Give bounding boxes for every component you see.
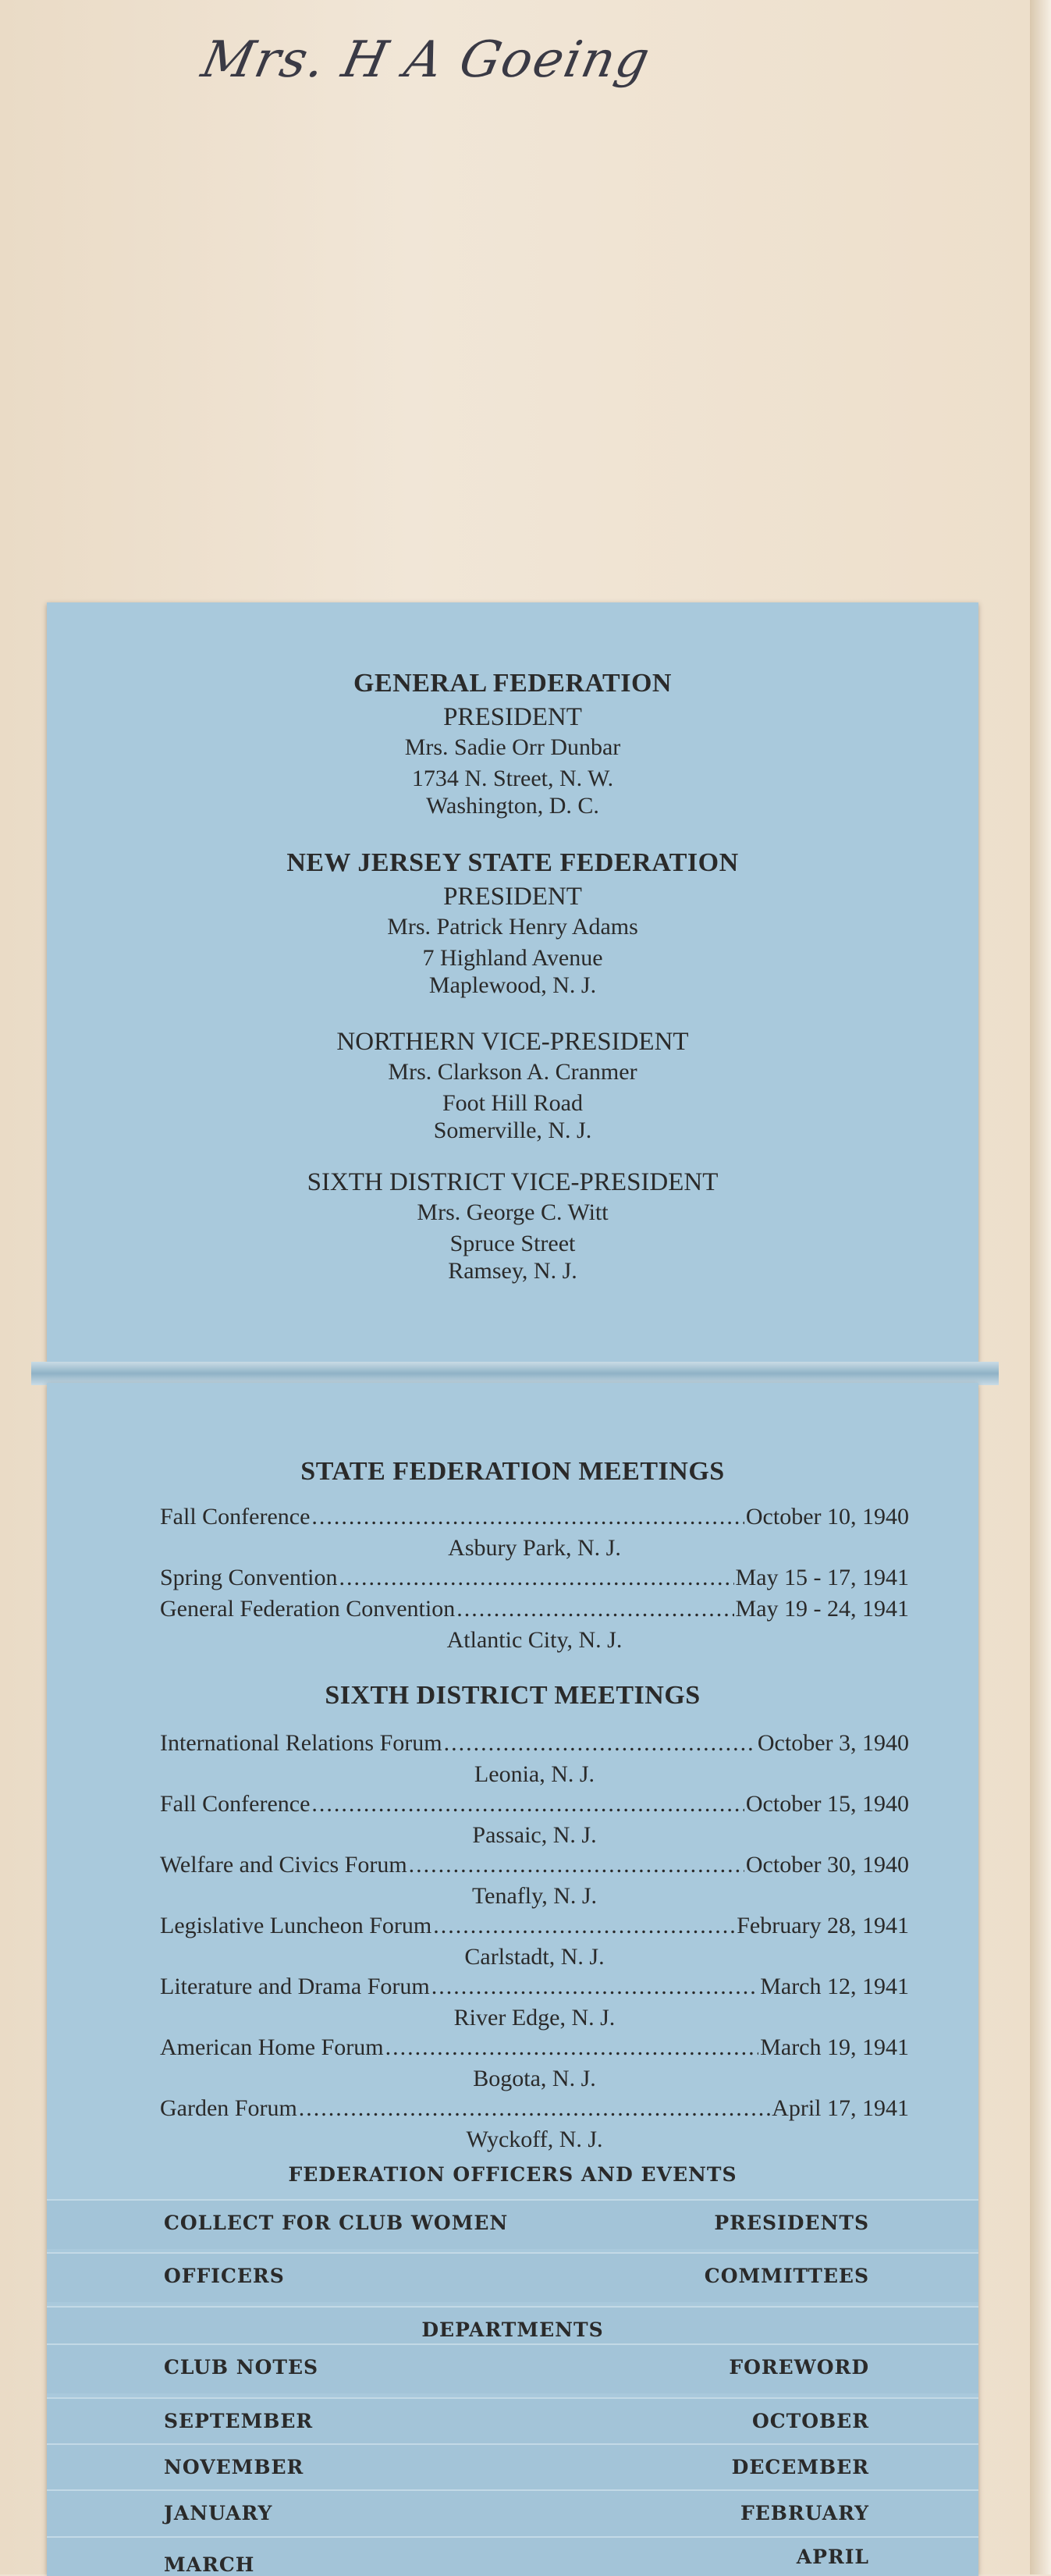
meeting-row — [160, 1730, 909, 1761]
tab-april[interactable]: APRIL — [796, 2546, 869, 2568]
tab-february[interactable]: FEBRUARY — [740, 2502, 869, 2524]
tab-officers-committees[interactable] — [47, 2252, 978, 2302]
meeting-event: Garden Forum — [160, 2095, 297, 2121]
leader-dots — [339, 1565, 734, 1591]
tab-september[interactable]: SEPTEMBER — [164, 2410, 314, 2432]
general-federation-title: GENERAL FEDERATION — [353, 669, 672, 698]
meeting-event: Welfare and Civics Forum — [160, 1852, 407, 1878]
gf-name: Mrs. Sadie Orr Dunbar — [404, 734, 621, 760]
leader-dots — [311, 1791, 744, 1817]
sixth-vp-title: SIXTH DISTRICT VICE-PRESIDENT — [307, 1168, 719, 1196]
meeting-place: Carlstadt, N. J. — [464, 1944, 605, 1970]
meeting-event: American Home Forum — [160, 2034, 384, 2060]
svp-addr1: Spruce Street — [449, 1231, 576, 1256]
leader-dots — [311, 1504, 744, 1530]
leader-dots — [433, 1913, 735, 1939]
meeting-row — [160, 1565, 909, 1596]
meeting-date: October 15, 1940 — [745, 1791, 909, 1817]
meeting-date: May 15 - 17, 1941 — [735, 1565, 909, 1590]
meeting-event: Fall Conference — [160, 1791, 311, 1817]
meeting-date: February 28, 1941 — [737, 1913, 909, 1938]
state-meetings-list — [160, 1504, 909, 1657]
gf-addr2: Washington, D. C. — [426, 793, 599, 819]
nj-state-title: NEW JERSEY STATE FEDERATION — [286, 848, 739, 877]
meeting-event: General Federation Convention — [160, 1596, 456, 1622]
tab-presidents[interactable]: PRESIDENTS — [714, 2212, 869, 2234]
nj-addr1: 7 Highland Avenue — [422, 945, 603, 971]
meetings-page — [47, 1383, 978, 2574]
gf-addr1: 1734 N. Street, N. W. — [411, 766, 614, 791]
tab-collect-presidents[interactable] — [47, 2199, 978, 2249]
meeting-row — [160, 1852, 909, 1883]
meeting-date: April 17, 1941 — [772, 2095, 909, 2121]
nj-addr2: Maplewood, N. J. — [428, 972, 597, 998]
meeting-date: May 19 - 24, 1941 — [735, 1596, 909, 1622]
leader-dots — [385, 2034, 759, 2061]
svp-addr2: Ramsey, N. J. — [448, 1258, 577, 1284]
tab-clubnotes-foreword[interactable] — [47, 2343, 978, 2393]
tab-november[interactable]: NOVEMBER — [164, 2456, 304, 2478]
general-federation-section — [47, 669, 978, 818]
meeting-place: Bogota, N. J. — [473, 2066, 596, 2091]
district-meetings-list — [160, 1730, 909, 2156]
nvp-name: Mrs. Clarkson A. Cranmer — [388, 1059, 637, 1085]
booklet-fold — [31, 1362, 999, 1385]
tab-jan-feb[interactable] — [47, 2489, 978, 2539]
tab-march[interactable]: MARCH — [164, 2553, 255, 2576]
leader-dots — [299, 2095, 770, 2122]
meeting-event: Literature and Drama Forum — [160, 1974, 430, 1999]
meeting-row — [160, 1974, 909, 2005]
nj-state-section — [47, 848, 978, 997]
tab-mar-apr[interactable] — [47, 2536, 978, 2576]
officers-page — [47, 602, 978, 1363]
district-meetings-title: SIXTH DISTRICT MEETINGS — [325, 1681, 701, 1710]
meeting-place: Leonia, N. J. — [474, 1761, 595, 1787]
nvp-addr1: Foot Hill Road — [442, 1090, 583, 1116]
meeting-date: October 30, 1940 — [745, 1852, 909, 1878]
meeting-date: March 12, 1941 — [760, 1974, 909, 1999]
cover-edge — [1030, 0, 1051, 2574]
officers-events-heading: FEDERATION OFFICERS AND EVENTS — [288, 2163, 737, 2186]
meeting-row — [160, 1504, 909, 1535]
leader-dots — [444, 1730, 756, 1757]
meeting-row — [160, 2095, 909, 2127]
handwritten-signature: Mrs. H A Goeing — [197, 31, 656, 89]
meeting-event: Fall Conference — [160, 1504, 311, 1530]
tab-foreword[interactable]: FOREWORD — [729, 2356, 869, 2379]
gf-role: PRESIDENT — [443, 703, 582, 731]
state-meetings-title: STATE FEDERATION MEETINGS — [300, 1457, 725, 1486]
meeting-date: October 3, 1940 — [757, 1730, 909, 1756]
meeting-place: Wyckoff, N. J. — [466, 2127, 603, 2152]
nj-role: PRESIDENT — [443, 883, 582, 911]
sixth-vp-section — [47, 1168, 978, 1283]
meeting-row — [160, 2034, 909, 2066]
tab-committees[interactable]: COMMITTEES — [704, 2265, 869, 2287]
nvp-addr2: Somerville, N. J. — [433, 1117, 592, 1143]
meeting-row — [160, 1791, 909, 1822]
tab-december[interactable]: DECEMBER — [731, 2456, 869, 2478]
leader-dots — [456, 1596, 733, 1622]
meeting-place: Passaic, N. J. — [472, 1822, 597, 1848]
tab-departments-label[interactable]: DEPARTMENTS — [421, 2318, 604, 2341]
meeting-place: Atlantic City, N. J. — [446, 1627, 623, 1653]
tab-sep-oct[interactable] — [47, 2397, 978, 2447]
tab-january[interactable]: JANUARY — [164, 2502, 273, 2524]
svp-name: Mrs. George C. Witt — [417, 1199, 609, 1225]
nj-name: Mrs. Patrick Henry Adams — [387, 914, 638, 940]
tab-nov-dec[interactable] — [47, 2443, 978, 2493]
meeting-date: October 10, 1940 — [745, 1504, 909, 1530]
tab-october[interactable]: OCTOBER — [751, 2410, 869, 2432]
meeting-place: River Edge, N. J. — [453, 2005, 616, 2031]
meeting-event: Legislative Luncheon Forum — [160, 1913, 432, 1938]
tab-officers[interactable]: OFFICERS — [164, 2265, 285, 2287]
leader-dots — [431, 1974, 759, 2000]
tab-club-notes[interactable]: CLUB NOTES — [164, 2356, 319, 2379]
meeting-row — [160, 1913, 909, 1944]
meeting-row — [160, 1596, 909, 1627]
meeting-place: Asbury Park, N. J. — [448, 1535, 621, 1561]
meeting-event: Spring Convention — [160, 1565, 338, 1590]
northern-vp-title: NORTHERN VICE-PRESIDENT — [336, 1028, 689, 1056]
meeting-event: International Relations Forum — [160, 1730, 442, 1756]
meeting-place: Tenafly, N. J. — [471, 1883, 598, 1909]
northern-vp-section — [47, 1028, 978, 1142]
leader-dots — [409, 1852, 744, 1878]
tab-collect[interactable]: COLLECT FOR CLUB WOMEN — [164, 2212, 509, 2234]
meeting-date: March 19, 1941 — [760, 2034, 909, 2060]
